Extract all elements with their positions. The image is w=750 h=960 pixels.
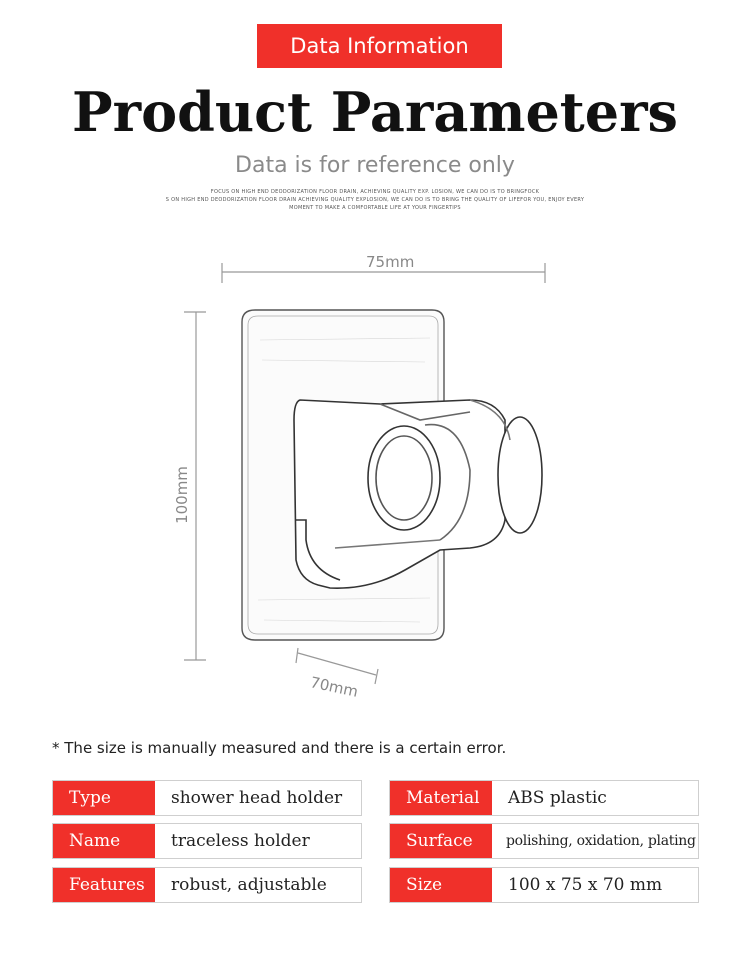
spec-key: Material (390, 781, 492, 815)
spec-key: Name (53, 824, 155, 858)
fine-print-line-1: FOCUS ON HIGH END DEODORIZATION FLOOR DRAIN, ACHIEVING QUALITY EXP. LOSION, WE CAN DO IS TO BRINGFOCK (210, 189, 540, 195)
spec-row-surface (389, 823, 699, 859)
spec-value: polishing, oxidation, plating (506, 833, 696, 849)
spec-row-type (52, 780, 362, 816)
spec-key: Type (53, 781, 155, 815)
measurement-note: * The size is manually measured and there is a certain error. (52, 739, 507, 757)
spec-value: ABS plastic (508, 788, 607, 808)
spec-value: 100 x 75 x 70 mm (508, 875, 663, 895)
spec-key: Features (53, 868, 155, 902)
spec-row-features (52, 867, 362, 903)
page-title: Product Parameters (72, 80, 678, 144)
page-subtitle: Data is for reference only (235, 153, 515, 178)
spec-key: Surface (390, 824, 492, 858)
spec-row-material (389, 780, 699, 816)
holder-body (294, 400, 542, 588)
spec-row-size (389, 867, 699, 903)
height-label: 100mm (172, 466, 191, 524)
spec-value: shower head holder (171, 788, 343, 808)
spec-value: robust, adjustable (171, 875, 327, 895)
data-information-badge: Data Information (257, 24, 502, 68)
spec-key: Size (390, 868, 492, 902)
depth-label: 70mm (308, 673, 360, 701)
fine-print-line-3: MOMENT TO MAKE A COMFORTABLE LIFE AT YOUR FINGERTIPS (289, 205, 461, 211)
spec-value: traceless holder (171, 831, 310, 851)
spec-row-name (52, 823, 362, 859)
fine-print-line-2: S ON HIGH END DEODORIZATION FLOOR DRAIN ACHIEVING QUALITY EXPLOSION, WE CAN DO IS TO BRING THE QUALITY OF LIFEFOR YOU, ENJOY EVERY (165, 197, 585, 203)
width-label: 75mm (366, 253, 415, 271)
